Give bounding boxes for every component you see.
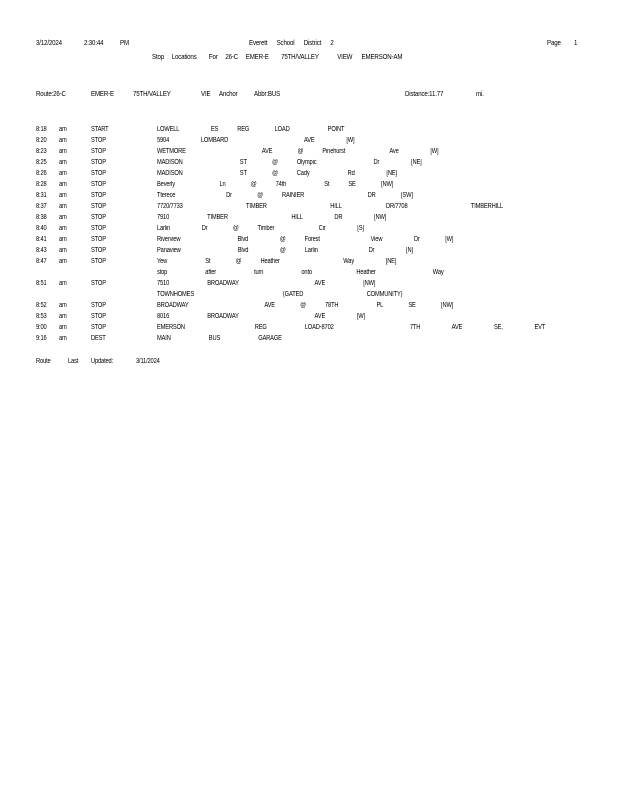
- report-subtitle: Stop Locations For 26-C EMER-E 75TH/VALLEY VIEW EMERSON-AM: [152, 52, 403, 61]
- stop-ampm: am: [59, 236, 67, 243]
- stop-time: 8:53: [36, 313, 47, 320]
- stop-type: STOP: [91, 159, 106, 166]
- stop-time: 8:52: [36, 302, 47, 309]
- stop-row: [0, 258, 618, 269]
- stop-row: [0, 148, 618, 159]
- route-distance: Distance:11.77: [405, 89, 444, 98]
- stop-location: TOWNHOMES (GATED COMMUNITY): [157, 291, 403, 298]
- stop-time: 8:26: [36, 170, 47, 177]
- page-label: Page: [547, 38, 561, 47]
- footer-last: Last: [68, 358, 79, 365]
- stop-ampm: am: [59, 258, 67, 265]
- route-abbr: Abbr:BUS: [254, 89, 281, 98]
- stop-time: 8:31: [36, 192, 47, 199]
- stop-location: WETMORE AVE @ Pinehurst Ave [W]: [157, 148, 439, 155]
- stop-ampm: am: [59, 324, 67, 331]
- stop-time: 8:23: [36, 148, 47, 155]
- stop-ampm: am: [59, 335, 67, 342]
- stop-type: STOP: [91, 313, 106, 320]
- page-number: 1: [574, 38, 578, 47]
- stop-row: [0, 192, 618, 203]
- stop-type: STOP: [91, 236, 106, 243]
- stop-row: [0, 247, 618, 258]
- stop-row: [0, 214, 618, 225]
- stop-time: 9:00: [36, 324, 47, 331]
- stop-time: 8:51: [36, 280, 47, 287]
- route-vie: VIE: [201, 89, 211, 98]
- stop-ampm: am: [59, 192, 67, 199]
- stop-location: Larlin Dr @ Timber Cir [S]: [157, 225, 364, 232]
- stop-location: MADISON ST @ Cady Rd [NE]: [157, 170, 397, 177]
- footer-date: 3/11/2024: [136, 358, 160, 365]
- stop-type: STOP: [91, 170, 106, 177]
- stop-ampm: am: [59, 148, 67, 155]
- stop-type: STOP: [91, 192, 106, 199]
- stop-row: [0, 203, 618, 214]
- footer-updated: Updated:: [91, 358, 113, 365]
- stop-ampm: am: [59, 225, 67, 232]
- stop-row: [0, 291, 618, 302]
- stop-ampm: am: [59, 181, 67, 188]
- stop-time: 8:25: [36, 159, 47, 166]
- stop-type: STOP: [91, 203, 106, 210]
- stop-time: 8:43: [36, 247, 47, 254]
- stop-location: 7510 BROADWAY AVE [NW]: [157, 280, 376, 287]
- route-id: Route:26-C: [36, 89, 66, 98]
- stop-row: [0, 159, 618, 170]
- stop-type: STOP: [91, 137, 106, 144]
- stop-location: Riverview Blvd @ Forest View Dr [W]: [157, 236, 454, 243]
- stop-location: Beverly Ln @ 74th St SE [NW]: [157, 181, 394, 188]
- print-time: 2:30:44: [84, 38, 104, 47]
- stop-time: 8:47: [36, 258, 47, 265]
- stop-type: STOP: [91, 181, 106, 188]
- route-street: 75TH/VALLEY: [133, 89, 171, 98]
- stop-location: 5904 LOMBARD AVE [W]: [157, 137, 355, 144]
- stop-type: DEST: [91, 335, 106, 342]
- footer-route: Route: [36, 358, 51, 365]
- route-footer: [0, 358, 618, 368]
- stop-location: Yew St @ Heather Way [NE]: [157, 258, 397, 265]
- stop-row: [0, 225, 618, 236]
- stop-row: [0, 137, 618, 148]
- stop-type: STOP: [91, 225, 106, 232]
- stop-type: START: [91, 126, 109, 133]
- stop-ampm: am: [59, 214, 67, 221]
- stop-row: [0, 302, 618, 313]
- stop-row: [0, 181, 618, 192]
- stop-location: EMERSON REG LOAD-8702 7TH AVE SE, EVT: [157, 324, 546, 331]
- stop-row: [0, 335, 618, 346]
- stop-row: [0, 313, 618, 324]
- stop-ampm: am: [59, 159, 67, 166]
- stop-location: 7720/7733 TIMBER HILL DR/7708 TIMBERHILL: [157, 203, 504, 210]
- stop-ampm: am: [59, 203, 67, 210]
- stop-row: [0, 126, 618, 137]
- stop-row: [0, 236, 618, 247]
- stop-ampm: am: [59, 126, 67, 133]
- stop-location: LOWELL ES REG LOAD POINT: [157, 126, 345, 133]
- stop-location: MADISON ST @ Olympic Dr [NE]: [157, 159, 422, 166]
- stop-type: STOP: [91, 302, 106, 309]
- stop-row: [0, 280, 618, 291]
- stop-ampm: am: [59, 170, 67, 177]
- stop-time: 8:38: [36, 214, 47, 221]
- print-ampm: PM: [120, 38, 129, 47]
- stop-row: [0, 170, 618, 181]
- stop-location: Panaview Blvd @ Larlin Dr [N]: [157, 247, 413, 254]
- report-title: Everett School District 2: [249, 38, 334, 47]
- stop-type: STOP: [91, 258, 106, 265]
- stop-type: STOP: [91, 148, 106, 155]
- route-distance-unit: mi.: [476, 89, 484, 98]
- stop-location: 7910 TIMBER HILL DR [NW]: [157, 214, 387, 221]
- route-emer: EMER-E: [91, 89, 114, 98]
- stop-row: [0, 269, 618, 280]
- stop-time: 8:18: [36, 126, 47, 133]
- stop-location: stop after turn onto Heather Way: [157, 269, 444, 276]
- stop-time: 8:37: [36, 203, 47, 210]
- stop-type: STOP: [91, 247, 106, 254]
- stop-location: BROADWAY AVE @ 78TH PL SE [NW]: [157, 302, 454, 309]
- route-anchor: Anchor: [219, 89, 238, 98]
- stop-ampm: am: [59, 313, 67, 320]
- print-date: 3/12/2024: [36, 38, 62, 47]
- stop-ampm: am: [59, 280, 67, 287]
- stop-type: STOP: [91, 214, 106, 221]
- stop-time: 8:20: [36, 137, 47, 144]
- stop-list: [0, 126, 618, 346]
- stop-type: STOP: [91, 280, 106, 287]
- stop-time: 9:16: [36, 335, 47, 342]
- stop-ampm: am: [59, 247, 67, 254]
- stop-row: [0, 324, 618, 335]
- stop-time: 8:28: [36, 181, 47, 188]
- stop-type: STOP: [91, 324, 106, 331]
- stop-location: Tterece Dr @ RAINIER DR [SW]: [157, 192, 413, 199]
- stop-location: 8016 BROADWAY AVE [W]: [157, 313, 365, 320]
- stop-ampm: am: [59, 137, 67, 144]
- stop-time: 8:40: [36, 225, 47, 232]
- stop-ampm: am: [59, 302, 67, 309]
- stop-location: MAIN BUS GARAGE: [157, 335, 282, 342]
- stop-time: 8:41: [36, 236, 47, 243]
